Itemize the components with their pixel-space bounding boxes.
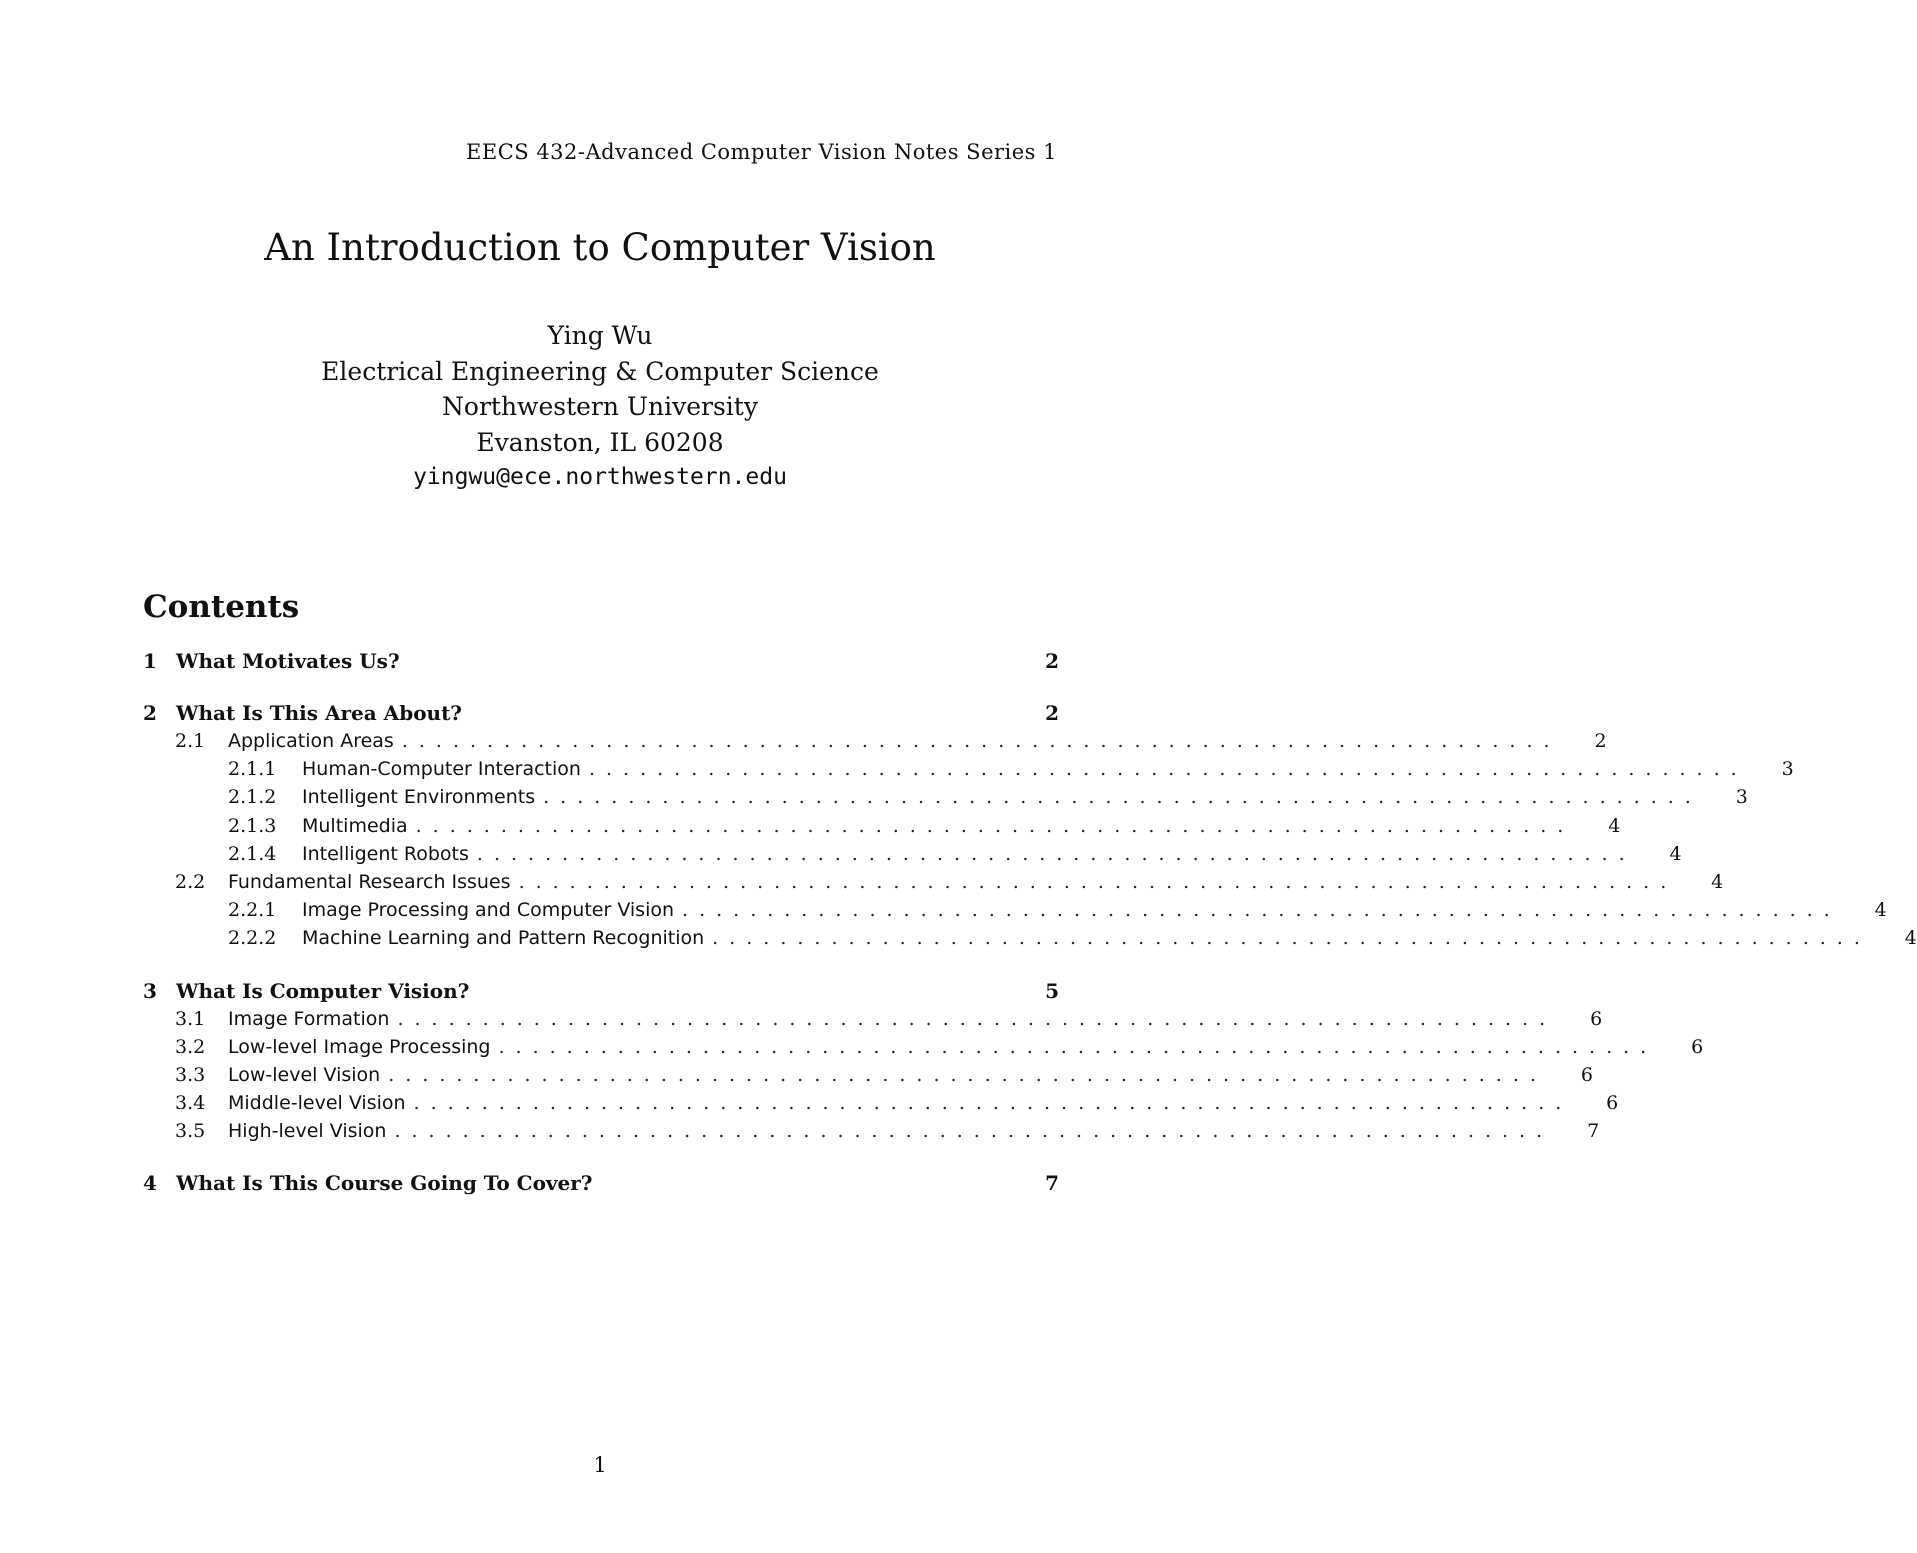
toc-page-number: 2 <box>1045 649 1059 673</box>
toc-page-number: 4 <box>1711 870 1724 893</box>
toc-entry-title: Low-level Vision <box>228 1063 381 1086</box>
dot-leader: .................................................................... <box>476 842 1636 865</box>
dot-leader: .................................................................... <box>543 786 1702 809</box>
toc-entry-title: Intelligent Robots <box>302 842 469 865</box>
toc-entry-number: 2.1.2 <box>228 786 277 809</box>
toc-section-1[interactable] <box>143 647 1059 675</box>
toc-page-number: 3 <box>1735 786 1748 809</box>
toc-page-number: 2 <box>1045 701 1059 725</box>
dot-leader: .................................................................... <box>588 758 1748 781</box>
toc-entry-number: 2.1 <box>175 730 206 752</box>
toc-entry-number: 3.4 <box>175 1092 206 1115</box>
contents-heading: Contents <box>143 589 300 625</box>
toc-page-number: 4 <box>1608 814 1621 837</box>
toc-entry-number: 3.3 <box>175 1063 206 1086</box>
dot-leader: .................................................................... <box>397 1007 1557 1030</box>
toc-entry-2-1-2[interactable] <box>143 783 1748 811</box>
toc-entry-3-2[interactable] <box>143 1033 1704 1061</box>
dot-leader: .................................................................... <box>413 1092 1573 1115</box>
title-block <box>0 224 1200 496</box>
toc-entry-number: 2.2.2 <box>228 927 277 950</box>
table-of-contents <box>143 647 1917 1197</box>
toc-entry-title: Middle-level Vision <box>228 1092 406 1115</box>
toc-page-number: 4 <box>1874 899 1887 922</box>
author-email: yingwu@ece.northwestern.edu <box>413 464 787 490</box>
toc-page-number: 2 <box>1594 730 1607 752</box>
toc-section-title: What Motivates Us? <box>176 649 400 673</box>
toc-page-number: 6 <box>1691 1035 1704 1058</box>
toc-section-4[interactable] <box>143 1169 1059 1197</box>
toc-page-number: 5 <box>1045 978 1059 1003</box>
toc-section-number: 4 <box>143 1171 157 1196</box>
toc-section-title: What Is This Area About? <box>176 701 463 725</box>
toc-page-number: 7 <box>1587 1120 1600 1143</box>
toc-entry-title: Machine Learning and Pattern Recognition <box>302 927 705 950</box>
toc-entry-title: Human-Computer Interaction <box>302 758 581 781</box>
toc-page-number: 6 <box>1580 1063 1593 1086</box>
dot-leader: .................................................................... <box>682 899 1841 922</box>
toc-entry-2-2-1[interactable] <box>143 896 1887 924</box>
toc-entry-number: 3.2 <box>175 1035 206 1058</box>
page-number: 1 <box>593 1453 607 1477</box>
running-header <box>466 140 1057 164</box>
toc-entry-3-1[interactable] <box>143 1005 1603 1033</box>
toc-entry-2-1[interactable] <box>143 727 1607 755</box>
toc-entry-2-1-1[interactable] <box>143 755 1794 783</box>
toc-entry-number: 2.1.1 <box>228 758 277 781</box>
toc-entry-number: 2.1.4 <box>228 842 277 865</box>
toc-entry-number: 3.1 <box>175 1007 206 1030</box>
toc-entry-number: 3.5 <box>175 1120 206 1143</box>
toc-entry-number: 2.2.1 <box>228 899 277 922</box>
author-location: Evanston, IL 60208 <box>476 427 724 457</box>
toc-entry-3-3[interactable] <box>143 1061 1593 1089</box>
document-title: An Introduction to Computer Vision <box>264 226 936 269</box>
author-name: Ying Wu <box>547 321 653 350</box>
toc-entry-2-1-4[interactable] <box>143 840 1682 868</box>
toc-entry-number: 2.2 <box>175 870 206 893</box>
author-department: Electrical Engineering & Computer Science <box>321 356 879 386</box>
toc-section-title: What Is This Course Going To Cover? <box>176 1171 593 1196</box>
dot-leader: .................................................................... <box>498 1035 1658 1058</box>
toc-page-number: 4 <box>1669 842 1682 865</box>
toc-entry-3-4[interactable] <box>143 1089 1619 1117</box>
toc-entry-title: Intelligent Environments <box>302 786 536 809</box>
toc-entry-3-5[interactable] <box>143 1117 1600 1145</box>
toc-entry-title: Multimedia <box>302 814 408 837</box>
toc-entry-2-2[interactable] <box>143 868 1724 896</box>
toc-section-number: 1 <box>143 649 157 673</box>
toc-entry-title: Application Areas <box>228 730 394 752</box>
toc-entry-title: Low-level Image Processing <box>228 1035 491 1058</box>
dot-leader: .................................................................... <box>394 1120 1554 1143</box>
dot-leader: .................................................................... <box>415 814 1575 837</box>
toc-entry-title: Image Processing and Computer Vision <box>302 899 675 922</box>
toc-section-2[interactable] <box>143 699 1059 727</box>
dot-leader: .................................................................... <box>518 870 1678 893</box>
toc-page-number: 4 <box>1904 927 1917 950</box>
toc-entry-title: High-level Vision <box>228 1120 387 1143</box>
toc-section-number: 3 <box>143 978 157 1003</box>
toc-section-title: What Is Computer Vision? <box>176 978 470 1003</box>
dot-leader: .................................................................... <box>401 730 1561 752</box>
toc-section-number: 2 <box>143 701 157 725</box>
toc-entry-title: Image Formation <box>228 1007 390 1030</box>
author-university: Northwestern University <box>442 392 758 421</box>
series-title: EECS 432-Advanced Computer Vision Notes Series 1 <box>466 140 1057 164</box>
toc-page-number: 6 <box>1590 1007 1603 1030</box>
toc-page-number: 3 <box>1781 758 1794 781</box>
dot-leader: .................................................................... <box>712 927 1871 950</box>
toc-entry-2-2-2[interactable] <box>143 924 1917 952</box>
toc-entry-number: 2.1.3 <box>228 814 277 837</box>
toc-entry-2-1-3[interactable] <box>143 812 1621 840</box>
toc-section-3[interactable] <box>143 977 1059 1005</box>
dot-leader: .................................................................... <box>388 1063 1547 1086</box>
toc-entry-title: Fundamental Research Issues <box>228 870 511 893</box>
toc-page-number: 7 <box>1045 1171 1059 1196</box>
toc-page-number: 6 <box>1606 1092 1619 1115</box>
